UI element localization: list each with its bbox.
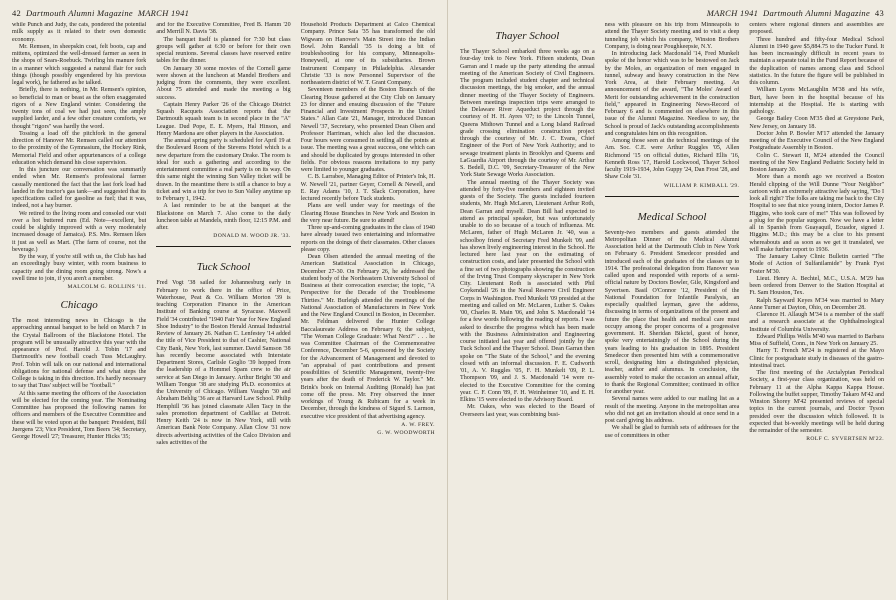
paragraph: The most interesting news in Chicago is the approaching annual banquet to be held on March 7 in the Crystal Ballroom of the Blackstone Hotel. The program will be unusually attractive this year with the appearance of Prof. Harold J. Tobin '17 and Dartmouth's new football coach Tuss McLaughry. Prof. Tobin will talk on our national and international obligations for national defense and what steps the College is taking in this direction. It's hardly necessary to say that Tuss' subject will be "football." [12, 318, 147, 390]
paragraph: Seventy-two members and guests attended the Metropolitan Dinner of the Medical Alumni Association held at the Dartmouth Club in New York on February 6. President Smedecor presided and introduced each of the graduates of the classes up to 1914. The professional delegation from Hanover was called upon and responded with reports of a semi-official nature by Doctors Bowler, Gile, Kingsford and Syvertsen. Basil O'Connor '12, President of the National Foundation for Infantile Paralysis, an especially qualified layman, gave the address, discussing in terms of organizations of the present and future the place that health and medical care must occupy among the proper concerns of a progressive government. H. Sheridan Bikctel, guest of honor, spoke very entertainingly of the School during the years leading to his graduation in 1895. President Smedecor then presented him with a commemorative scroll, designating him a distinguished physician, teacher, author and alumnus. In conclusion, the assembly voted to make the occasion an annual affair, to thank the Regional Committee; continued in office for another year. [604, 229, 740, 395]
paragraph: In this juncture our conversation was summarily ended when Mr. Remsen's professional farmer casually mentioned the fact that the last fork load had landed in the tractor's gas tank—and suggested that its specifications called for gasoline as fuel; that it was, indeed, not a hay burner. [12, 167, 147, 210]
paragraph: Dean Olsen attended the annual meeting of the American Statistical Association in Chicago, December 27-30. On February 26, he addressed the student body of the Northeastern University School of Business at their convocation exercise; the topic, "A Perspective for the Decade of the Troublesome Thirties." Mr. Burleigh attended the meetings of the National Association of Manufacturers in New York and the New England Council in Boston, in December. Mr. Feldman delivered the Hunter College Baccalaureate Address on February 6; the subject, "The Woman College Graduate: What Next?" . . . he was Committee Chairman of the Commemorative Conference, December 5-6, sponsored by the Society for the Advancement of Management and devoted to "an appraisal of past contributions and present possibilities of Scientific Management, twenty-five years after the death of Frederick W. Taylor." Mr. Brink's book on Internal Auditing (Ronald) has just come off the press. Mr. Frey observed the inner workings of Young & Rubicam for a week in December, through the kindness of Sigurd S. Larmon, executive vice president of that advertising agency. [300, 254, 435, 420]
left-column-3 [301, 22, 435, 594]
paragraph: At this same meeting the officers of the Association will be elected for the coming year. The Nominating Committee has proposed the following names for officers and members of the Executive Committee and these will be voted upon at the banquet: President, Bill Juergens '23; Vice President, Tom Beers '34; Secretary, George Howell '27; Treasurer, Hunter Hicks '35; [12, 390, 147, 440]
paragraph: centers where regional dinners and assemblies are proposed. [749, 22, 884, 36]
right-column-2 [605, 22, 740, 594]
paragraph: Among those seen at the technical meetings of the Am. Soc. C.E. were Arthur Ruggles '05, Allen Richmond '15 on official duties, Richard Ellis '16, Kenneth Ross '17, Harold Lockwood, Thayer School faculty 1919-1934, John Guppy '24, Dan Frost '28, and Shaw Cole '31. [604, 138, 740, 181]
paragraph: By the way, if you're still with us, the Club has had an exceedingly busy winter, with room business to capacity and the dining room going strong. Now's a swell time to join, if you aren't a member. [12, 254, 147, 282]
medical-section [605, 196, 740, 440]
paragraph: William Lyons McLaughlin M'38 and his wife, Burt, have been in the hospital because of his internship at the Hospital. He is starting with pathology. [749, 87, 884, 115]
paragraph: Three up-and-coming graduates in the class of 1940 have already issued two entertaining and informative reports on the doings of their classmates. Other classes please copy. [300, 225, 435, 253]
right-page-number: 43 [874, 8, 884, 18]
paragraph: The annual spring party is scheduled for April 19 at the Boulevard Room of the Stevens Hotel which is a new departure from the customary Drake. The room is ideal for such a gathering and according to the entertainment committee a real party is on its way. On this same night the winning Sun Valley ticket will be drawn. In the meantime there is still a chance to buy a ticket and win a trip for two to Sun Valley anytime up to February 1, 1942. [156, 138, 291, 202]
paragraph: Clarence H. Allaugh M'34 is a member of the staff and a research associate at the Ophthalmological Institute of Columbia University. [749, 312, 884, 333]
paragraph: Tossing a load off the pitchfork in the general direction of Hanover Mr. Remsen called our attention to the proximity of the Gymnasium, the Hockey Rink, Memorial Field and other appurtenances of a college education which demand his close supervision. [12, 130, 147, 166]
signature: WILLIAM P. KIMBALL '29. [663, 182, 740, 189]
left-running-head [12, 8, 435, 22]
signature: A. W. FREY. [401, 421, 435, 428]
paragraph: Lieut. Henry A. Bechtel, M.C., U.S.A. M'29 has been ordered from Denver to the Station Hospital at Ft. Sam Houston, Tex. [749, 275, 884, 297]
paragraph: Seventeen members of the Boston Branch of the Clearing House gathered at the City Club on January 23 for dinner and ensuing discussion of the "Future Financial and Investment Prospects in the United States." Allan Cate '21, Manager, introduced Duncan Newell '37, Secretary, who presented Dean Olsen and Professor Harriman, which also led the discussion. Four hours were consumed in settling all the points at issue. The meeting was a great success, one which can and should be duplicated by groups interested in other fields. For obvious reasons invitations to my party were limited to younger graduates. [300, 87, 435, 173]
paragraph: Several names were added to our mailing list as a result of the meeting. Anyone in the metropolitan area who did not get an invitation should at once send in a post card giving his address. [604, 396, 740, 424]
left-running-title: Dartmouth Alumni Magazine [25, 8, 133, 18]
paragraph: Mr. Remsen, in sheepskin coat, felt boots, cap and mittens, optimized the well-dressed farmer as seen in the shops of Sears-Roebuck. Twirling his manure fork in a manner which suggested a natural flair for such things (though possibly engendered by his previous legal work), he fathered as he talked. [12, 43, 147, 86]
signature: G. W. WOODWORTH [377, 429, 435, 436]
paragraph: Captain Henry Parker '26 of the Chicago District Squash Racquets Association reports that the Dartmouth squash team is in second place in the "A" League. Dud Pope, E. E. Myers, Hal Hinson, and Henry Mardona are other players in the Association. [156, 101, 291, 137]
left-column-2 [156, 22, 290, 594]
section-title-medical: Medical School [637, 210, 707, 223]
right-running-head [460, 8, 884, 22]
right-column-3 [749, 22, 884, 594]
section-title-chicago: Chicago [60, 299, 98, 311]
section-title-thayer: Thayer School [495, 30, 560, 42]
paragraph: while Punch and Judy, the cats, pondered the potential milk supply as it related to their own domestic economy. [12, 22, 147, 43]
signature: ROLF C. SYVERTSEN M'22. [806, 436, 884, 443]
signature: MALCOLM G. ROLLINS '11. [67, 284, 147, 290]
right-running-title: Dartmouth Alumni Magazine [763, 8, 871, 18]
right-column-1 [460, 22, 595, 594]
signature: DONALD M. WOOD JR. '33. [213, 233, 291, 240]
paragraph: Ralph Sayward Keyes M'34 was married to Mary Anne Turner at Dayton, Ohio, on December 28. [749, 297, 884, 311]
paragraph: Doctor John P. Bowler M'17 attended the January meeting of the Executive Council of the New England Postgraduate Assembly in Boston. [749, 130, 884, 152]
left-page-number: 42 [12, 8, 22, 18]
right-date: MARCH 1941 [706, 8, 759, 18]
paragraph: and for the Executive Committee, Fred B. Hamm '20 and Merrill N. Davis '38. [156, 22, 291, 36]
paragraph: Three hundred and fifty-four Medical School Alumni in 1940 gave $5,884.75 to the Tucker Fund. It has been increasingly difficult in recent years to maintain a separate total in the Fund Report because of the duplication of names among class and School statistics. In the future the figure will be published in this column. [749, 36, 884, 86]
paragraph: Mr. Oakes, who was elected to the Board of Overseers last year, was combining busi- [460, 404, 595, 418]
paragraph: Harry T. French M'24 is registered at the Mayo Clinic for postgraduate study in diseases of the gastro-intestinal tract. [749, 348, 884, 369]
paragraph: Colin C. Stewart II, M'24 attended the Council meeting of the New England Pediatric Society held in Boston January 30. [749, 152, 884, 173]
paragraph: Plans are well under way for meetings of the Clearing House Branches in New York and Boston in the very near future. Be sure to attend! [300, 203, 435, 224]
paragraph: The Thayer School embarked three weeks ago on a four-day trek to New York. Fifteen students, Dean Garran and I made up the party attending the annual meeting of the American Society of Civil Engineers. The program included student chapter and technical discussion meetings, the big smoker, and the annual dinner meeting of the Thayer Society of Engineers. Between meetings inspection trips were arranged to the Delaware River Aqueduct project through the courtesy of H. H. Ayres '07; to the Lincoln Tunnel, Queens Midtown Tunnel and a Long Island Railroad grade crossing elimination construction project through the courtesy of Mr. J. C. Evans, Chief Engineer of the Port of New York Authority; and to sewage treatment plants in Brooklyn and Queens and LaGuardia Airport through the courtesy of Mr. Arthur S. Bedell, D.C. '09, Secretary-Treasurer of the New York State Sewage Works Association. [460, 49, 595, 179]
paragraph: More than a month ago we received a Boston Herald clipping of the Will Dunne "Your Neighbor" cartoon with an extremely attractive lady saying, "Do I look all right? The folks are taking me back to the City Hospital to see that nice young intern, Doctor James P. Higgins, who took care of me!" This was followed by a plug for the popular surgeon. Now we have a letter all in Spanish from Guayaquil, Ecuador, signed J. Higgins M.D.; this may be a clue to his present whereabouts and as soon as we get it translated, we will make further report to 1936. [749, 174, 884, 253]
paragraph: Briefly, there is nothing, in Mr. Remsen's opinion, so beneficial to man or beast as the often exaggerated rigors of a New England winter. Considering the twenty tons of coal we had just seen, the amply supplied larder, and a few other creature comforts, we thought "rigors" was hardly the word. [12, 87, 147, 130]
left-column-1 [12, 22, 146, 594]
paragraph: A last reminder to be at the banquet at the Blackstone on March 7. Also come to the daily luncheon table at Mandels, ninth floor, 12:15 P.M. and after. [156, 203, 291, 231]
section-title-tuck: Tuck School [196, 261, 251, 274]
paragraph: The January Lahey Clinic Bulletin carried "The Mode of Action of Sulfanilamide" by Frank Fyst Foster M'30. [749, 254, 884, 275]
paragraph: The annual meeting of the Thayer Society was attended by forty-five members and eighteen invited guests of the Society. The guests included fourteen students, Mr. Hugh McLaren, Lieutenant Arthur Roth, Dean Garran and myself. Dean Bill had expected to attend as principal speaker, but was unfortunately unable to do so because of a touch of influenza. Mr. McLaren, father of Hugh McLaren Jr. '40, was a schoolboy friend of Secretary Fred Munkelt '09, and has shown lively engineering interest in the School. He lectured here last year on the estimating of construction costs, and later presented the School with a fine set of two photographs showing the construction of the Irving Trust Company skyscraper in New York City. Lieutenant Roth is associated with Phil Coykendall '26 in the Naval Reserve Civil Engineer Corps in Washington. Fred Munkelt '09 presided at the meeting and called on Mr. McLaren, Luther S. Oakes '00, Charles R. Main '06, and John S. Macdonald '14 for a few words following the reading of reports. I was asked to describe the progress which has been made with the Business Administration and Engineering course initiated last year and offered jointly by the Tuck School and the Thayer School. Dean Garran then spoke on "The State of the School," and the evening closed with an informal discussion. F. E. Cudworth '01, A. V. Ruggles '05, F. H. Munkelt '09, P. L. Thompson '09, and J. S. Macdonald '14 were re-elected to the Executive Committee for the coming year. C. F. Conn '89, F. H. Weinheimer '10, and E. H. Elkins '15 were elected to the Advisory Board. [460, 179, 595, 403]
paragraph: We shall be glad to furnish sets of addresses for the use of committees in other [604, 425, 740, 439]
tuck-section [156, 246, 290, 447]
paragraph: On January 30 some movies of the Cornell game were shown at the luncheon at Mandel Brothers and judging from the comments, they were excellent. About 75 attended and made the meeting a big success. [156, 65, 291, 101]
paragraph: George Bailey Coon M'35 died at Greystone Park, New Jersey, on January 18. [749, 116, 884, 130]
right-page [448, 0, 896, 600]
paragraph: The first meeting of the Arctalypian Periodical Society, a first-year class organization, was held on February 11 at the Alpha Kappa Kappa House. Following the buffet supper, Timothy Takaro M'42 and Winston Shorey M'42 presented reviews of special topics in the current journals, and Doctor Tyson presided over the discussion which followed. It is expected that bi-weekly meetings will be held during the remainder of the semester. [749, 370, 884, 434]
paragraph: C. B. Larrabee, Managing Editor of Printer's Ink, H. W. Newell '21, partner Geyer, Cornell & Newell, and E. Ray Adams '10, J. T. Slack Corporation, have lectured recently before Tuck students. [300, 174, 435, 202]
left-date: MARCH 1941 [137, 8, 190, 18]
paragraph: Fred Vogt '38 sailed for Johannesburg early in February to work there in the office of Price, Waterhouse, Peat & Co. William Morton '39 is teaching Corporation Finance in the American Institute of Banking course at Syracuse. Maxwell Field '34 contributed "1940 Fair Year for New England Shoe Industry" to the Boston Herald Annual Industrial Review of January 26. Nathan C. Lenfestey '14 added the title of Vice President to that of Cashier, National City Bank, New York, last summer. David Samson '38 has recently become associated with Interstate Department Stores, Carlisle Goglio '39 hopped from the leadership of a Hommel Spam crew to the air service at San Diego in January. Arthur Bright '30 and William Tongue '38 are studying Ph.D. economics at the University of Chicago. William Vaughn '30 and Abraham Behlig '36 are at Harvard Law School. Philip Hemphill '36 has joined classmate Allen Tacy in the sales promotion department of Cadillac at Detroit. Henry Keith '24 is now in New York, still with American Bank Note Company. Allan Clow '31 now directs advertising activities of the Calco Division and sales activities of the [156, 280, 291, 446]
paragraph: In introducing Jack Macdonald '14, Fred Munkelt spoke of the honor which was to be bestowed on Jack by the Moles, an organization of men engaged in tunnel, subway and heavy construction in the New York Area, at their February meeting. An announcement of the award, "The Moles' Award of Merit for outstanding achievement in the construction field," appeared in Engineering News-Record of February 6 and is commented on elsewhere in this issue of the Alumni Magazine. Needless to say, the School is proud of Jack's outstanding accomplishments and congratulates him on this recognition. [604, 51, 740, 137]
paragraph: We retired to the living room and consoled our visit over a hot buttered rum (Ed. Note—excellent, but could be slightly improved with a very moderately increased dosage of Jamaica). P.S. Mrs. Remsen likes it just as well as Mart. (The farm of course, not the beverage.) [12, 210, 147, 253]
paragraph: Household Products Department at Calco Chemical Company. Prince Saia '35 has transformed the old Wigwam on Hanover's Main Street into the Indian Bowl. John Randall '35 is doing a bit of troubleshooting for his company, Minneapolis-Honeywell, at one of its subsidiaries. Brown Instrument Company in Philadelphia. Alexander Christie '33 is now Personnel Supervisor of the northeastern district of W. T. Grant Company. [300, 22, 435, 86]
paragraph: Edward Phillips Wells M'40 was married to Barbara Miss of Suffield, Conn., in New York on January 25. [749, 333, 884, 347]
paragraph: ness with pleasure on his trip from Minneapolis to attend the Thayer Society meeting and to visit a deep tunneling job which his company, Winston Brothers Company, is doing near Poughkeepsie, N.Y. [604, 22, 740, 50]
paragraph: The banquet itself is planned for 7:30 but class groups will gather at 6:30 or before for their own special reunions. Several classes have reserved entire tables for the dinner. [156, 36, 291, 65]
